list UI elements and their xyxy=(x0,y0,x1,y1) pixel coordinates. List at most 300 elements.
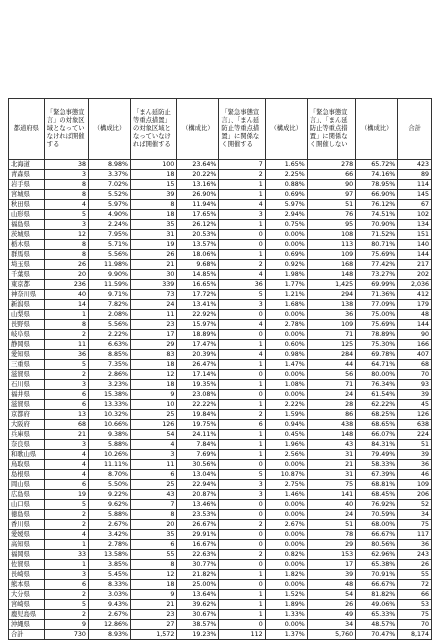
prefecture-cell: 茨城県 xyxy=(9,230,45,240)
table-row xyxy=(9,410,432,420)
count-priority-cell: 35 xyxy=(131,530,177,540)
ratio-priority-cell: 26.47% xyxy=(177,360,219,370)
ratio-not-hold-cell: 84.31% xyxy=(356,440,398,450)
total-cell: 423 xyxy=(398,160,432,170)
ratio-priority-cell: 17.72% xyxy=(177,290,219,300)
count-hold-cell: 3 xyxy=(219,490,265,500)
ratio-priority-cell: 19.35% xyxy=(177,380,219,390)
ratio-priority-cell: 13.46% xyxy=(177,500,219,510)
count-priority-cell: 15 xyxy=(131,180,177,190)
count-hold-cell: 3 xyxy=(219,300,265,310)
count-hold-cell: 5 xyxy=(219,290,265,300)
ratio-priority-cell: 17.65% xyxy=(177,210,219,220)
ratio-hold-cell: 2.78% xyxy=(265,320,307,330)
ratio-emergency-cell: 10.26% xyxy=(88,450,130,460)
count-priority-cell: 4 xyxy=(131,440,177,450)
table-row xyxy=(9,550,432,560)
count-emergency-cell: 8 xyxy=(44,250,88,260)
prefecture-cell: 福島県 xyxy=(9,220,45,230)
count-priority-cell: 11 xyxy=(131,310,177,320)
ratio-priority-cell: 22.92% xyxy=(177,310,219,320)
ratio-priority-cell: 13.04% xyxy=(177,470,219,480)
total-cell: 39 xyxy=(398,450,432,460)
ratio-not-hold-cell: 65.33% xyxy=(356,610,398,620)
count-emergency-cell: 4 xyxy=(44,470,88,480)
table-row xyxy=(9,370,432,380)
count-not-hold-cell: 54 xyxy=(307,590,355,600)
prefecture-cell: 山口県 xyxy=(9,500,45,510)
ratio-hold-cell: 10.87% xyxy=(265,470,307,480)
table-row xyxy=(9,460,432,470)
ratio-priority-cell: 30.67% xyxy=(177,610,219,620)
ratio-not-hold-cell: 74.16% xyxy=(356,170,398,180)
count-hold-cell: 3 xyxy=(219,210,265,220)
count-priority-cell: 10 xyxy=(131,400,177,410)
count-emergency-cell: 8 xyxy=(44,240,88,250)
ratio-priority-cell: 15.97% xyxy=(177,320,219,330)
count-not-hold-cell: 1,425 xyxy=(307,280,355,290)
count-hold-cell: 0 xyxy=(219,310,265,320)
header-ratio-2: （構成比） xyxy=(177,99,219,160)
ratio-priority-cell: 11.94% xyxy=(177,200,219,210)
total-row-prefecture-cell: 合計 xyxy=(9,630,45,640)
ratio-priority-cell: 7.69% xyxy=(177,450,219,460)
count-not-hold-cell: 148 xyxy=(307,430,355,440)
ratio-hold-cell: 1.08% xyxy=(265,380,307,390)
count-hold-cell: 1 xyxy=(219,190,265,200)
prefecture-cell: 長崎県 xyxy=(9,570,45,580)
total-row-count-priority-cell: 1,572 xyxy=(131,630,177,640)
count-not-hold-cell: 39 xyxy=(307,570,355,580)
ratio-emergency-cell: 7.95% xyxy=(88,230,130,240)
total-row-ratio-not-hold-cell: 70.47% xyxy=(356,630,398,640)
count-not-hold-cell: 21 xyxy=(307,460,355,470)
table-row xyxy=(9,210,432,220)
total-row xyxy=(9,630,432,640)
ratio-hold-cell: 1.46% xyxy=(265,490,307,500)
count-priority-cell: 54 xyxy=(131,430,177,440)
table-row xyxy=(9,500,432,510)
ratio-priority-cell: 39.62% xyxy=(177,600,219,610)
ratio-emergency-cell: 5.88% xyxy=(88,510,130,520)
ratio-hold-cell: 2.25% xyxy=(265,170,307,180)
count-emergency-cell: 26 xyxy=(44,260,88,270)
count-hold-cell: 1 xyxy=(219,610,265,620)
count-hold-cell: 0 xyxy=(219,540,265,550)
table-row xyxy=(9,320,432,330)
prefecture-cell: 高知県 xyxy=(9,540,45,550)
total-cell: 93 xyxy=(398,380,432,390)
count-priority-cell: 55 xyxy=(131,550,177,560)
total-cell: 34 xyxy=(398,510,432,520)
table-row xyxy=(9,520,432,530)
prefecture-cell: 京都府 xyxy=(9,410,45,420)
ratio-hold-cell: 0.75% xyxy=(265,220,307,230)
ratio-priority-cell: 7.84% xyxy=(177,440,219,450)
prefecture-cell: 鹿児島県 xyxy=(9,610,45,620)
total-cell: 412 xyxy=(398,290,432,300)
ratio-emergency-cell: 15.38% xyxy=(88,390,130,400)
count-emergency-cell: 5 xyxy=(44,360,88,370)
count-priority-cell: 35 xyxy=(131,220,177,230)
ratio-emergency-cell: 8.70% xyxy=(88,470,130,480)
ratio-not-hold-cell: 75.69% xyxy=(356,320,398,330)
prefecture-cell: 徳島県 xyxy=(9,510,45,520)
ratio-hold-cell: 0.69% xyxy=(265,190,307,200)
ratio-not-hold-cell: 58.33% xyxy=(356,460,398,470)
count-not-hold-cell: 109 xyxy=(307,320,355,330)
count-priority-cell: 24 xyxy=(131,300,177,310)
total-cell: 224 xyxy=(398,430,432,440)
count-hold-cell: 1 xyxy=(219,380,265,390)
ratio-priority-cell: 17.47% xyxy=(177,340,219,350)
count-not-hold-cell: 284 xyxy=(307,350,355,360)
ratio-priority-cell: 20.22% xyxy=(177,170,219,180)
count-not-hold-cell: 28 xyxy=(307,400,355,410)
total-cell: 51 xyxy=(398,440,432,450)
ratio-emergency-cell: 9.43% xyxy=(88,600,130,610)
count-emergency-cell: 8 xyxy=(44,190,88,200)
ratio-priority-cell: 20.39% xyxy=(177,350,219,360)
ratio-emergency-cell: 5.56% xyxy=(88,250,130,260)
count-not-hold-cell: 278 xyxy=(307,160,355,170)
ratio-priority-cell: 17.14% xyxy=(177,370,219,380)
total-cell: 114 xyxy=(398,180,432,190)
table-row xyxy=(9,380,432,390)
count-not-hold-cell: 51 xyxy=(307,200,355,210)
prefecture-cell: 沖縄県 xyxy=(9,620,45,630)
count-priority-cell: 6 xyxy=(131,470,177,480)
prefecture-cell: 石川県 xyxy=(9,380,45,390)
prefecture-cell: 北海道 xyxy=(9,160,45,170)
count-priority-cell: 126 xyxy=(131,420,177,430)
count-not-hold-cell: 26 xyxy=(307,600,355,610)
total-cell: 39 xyxy=(398,390,432,400)
count-not-hold-cell: 66 xyxy=(307,170,355,180)
header-emergency-not-target: 「緊急事態宣言」の対象区域となっていなければ開催する xyxy=(44,99,88,160)
ratio-hold-cell: 1.68% xyxy=(265,300,307,310)
count-priority-cell: 26 xyxy=(131,250,177,260)
count-hold-cell: 1 xyxy=(219,360,265,370)
ratio-priority-cell: 18.89% xyxy=(177,330,219,340)
ratio-emergency-cell: 6.63% xyxy=(88,340,130,350)
count-hold-cell: 2 xyxy=(219,260,265,270)
count-priority-cell: 25 xyxy=(131,410,177,420)
table-row xyxy=(9,190,432,200)
count-priority-cell: 8 xyxy=(131,200,177,210)
ratio-hold-cell: 0.00% xyxy=(265,530,307,540)
count-hold-cell: 4 xyxy=(219,350,265,360)
count-hold-cell: 0 xyxy=(219,370,265,380)
ratio-not-hold-cell: 80.71% xyxy=(356,240,398,250)
count-emergency-cell: 6 xyxy=(44,390,88,400)
prefecture-cell: 埼玉県 xyxy=(9,260,45,270)
ratio-priority-cell: 38.57% xyxy=(177,620,219,630)
count-emergency-cell: 4 xyxy=(44,530,88,540)
count-not-hold-cell: 51 xyxy=(307,520,355,530)
total-cell: 144 xyxy=(398,250,432,260)
table-row xyxy=(9,170,432,180)
table-row xyxy=(9,350,432,360)
ratio-emergency-cell: 7.82% xyxy=(88,300,130,310)
ratio-emergency-cell: 10.32% xyxy=(88,410,130,420)
count-emergency-cell: 11 xyxy=(44,340,88,350)
count-priority-cell: 20 xyxy=(131,520,177,530)
count-priority-cell: 8 xyxy=(131,560,177,570)
count-priority-cell: 19 xyxy=(131,240,177,250)
table-row xyxy=(9,440,432,450)
total-cell: 638 xyxy=(398,420,432,430)
count-hold-cell: 1 xyxy=(219,440,265,450)
total-row-ratio-emergency-cell: 8.93% xyxy=(88,630,130,640)
ratio-priority-cell: 20.53% xyxy=(177,230,219,240)
table-row xyxy=(9,530,432,540)
header-total: 合計 xyxy=(398,99,432,160)
table-row xyxy=(9,480,432,490)
prefecture-cell: 滋賀県 xyxy=(9,400,45,410)
ratio-hold-cell: 0.88% xyxy=(265,180,307,190)
ratio-emergency-cell: 5.56% xyxy=(88,320,130,330)
ratio-not-hold-cell: 73.27% xyxy=(356,270,398,280)
count-hold-cell: 0 xyxy=(219,390,265,400)
count-priority-cell: 83 xyxy=(131,350,177,360)
prefecture-cell: 大分県 xyxy=(9,590,45,600)
ratio-priority-cell: 25.00% xyxy=(177,580,219,590)
count-priority-cell: 9 xyxy=(131,390,177,400)
count-not-hold-cell: 76 xyxy=(307,210,355,220)
count-emergency-cell: 2 xyxy=(44,610,88,620)
count-emergency-cell: 1 xyxy=(44,540,88,550)
total-cell: 134 xyxy=(398,220,432,230)
prefecture-cell: 大阪府 xyxy=(9,420,45,430)
count-priority-cell: 12 xyxy=(131,570,177,580)
count-not-hold-cell: 78 xyxy=(307,530,355,540)
prefecture-cell: 東京都 xyxy=(9,280,45,290)
ratio-hold-cell: 0.00% xyxy=(265,310,307,320)
ratio-not-hold-cell: 68.65% xyxy=(356,420,398,430)
total-cell: 144 xyxy=(398,320,432,330)
count-priority-cell: 29 xyxy=(131,340,177,350)
count-hold-cell: 2 xyxy=(219,550,265,560)
table-container xyxy=(8,98,432,640)
count-priority-cell: 30 xyxy=(131,270,177,280)
count-emergency-cell: 12 xyxy=(44,230,88,240)
ratio-priority-cell: 22.63% xyxy=(177,550,219,560)
ratio-not-hold-cell: 80.56% xyxy=(356,540,398,550)
table-row xyxy=(9,600,432,610)
ratio-hold-cell: 2.56% xyxy=(265,450,307,460)
ratio-not-hold-cell: 76.12% xyxy=(356,200,398,210)
table-row xyxy=(9,450,432,460)
ratio-priority-cell: 26.67% xyxy=(177,520,219,530)
ratio-hold-cell: 5.97% xyxy=(265,200,307,210)
ratio-not-hold-cell: 76.92% xyxy=(356,500,398,510)
total-cell: 55 xyxy=(398,570,432,580)
count-priority-cell: 21 xyxy=(131,260,177,270)
table-row xyxy=(9,510,432,520)
prefecture-cell: 鳥取県 xyxy=(9,460,45,470)
count-hold-cell: 2 xyxy=(219,410,265,420)
count-not-hold-cell: 97 xyxy=(307,190,355,200)
count-hold-cell: 7 xyxy=(219,160,265,170)
prefecture-cell: 群馬県 xyxy=(9,250,45,260)
ratio-not-hold-cell: 68.25% xyxy=(356,410,398,420)
ratio-not-hold-cell: 75.69% xyxy=(356,250,398,260)
table-row xyxy=(9,290,432,300)
prefecture-cell: 宮城県 xyxy=(9,190,45,200)
ratio-not-hold-cell: 78.95% xyxy=(356,180,398,190)
ratio-emergency-cell: 3.23% xyxy=(88,380,130,390)
count-hold-cell: 1 xyxy=(219,570,265,580)
count-priority-cell: 8 xyxy=(131,510,177,520)
prefecture-cell: 兵庫県 xyxy=(9,430,45,440)
table-row xyxy=(9,470,432,480)
count-priority-cell: 12 xyxy=(131,370,177,380)
total-cell: 145 xyxy=(398,190,432,200)
total-cell: 48 xyxy=(398,310,432,320)
count-emergency-cell: 40 xyxy=(44,290,88,300)
count-priority-cell: 21 xyxy=(131,600,177,610)
count-not-hold-cell: 294 xyxy=(307,290,355,300)
ratio-not-hold-cell: 65.38% xyxy=(356,560,398,570)
count-emergency-cell: 1 xyxy=(44,560,88,570)
count-hold-cell: 0 xyxy=(219,560,265,570)
count-hold-cell: 1 xyxy=(219,600,265,610)
ratio-hold-cell: 1.47% xyxy=(265,360,307,370)
table-row xyxy=(9,610,432,620)
ratio-emergency-cell: 2.24% xyxy=(88,220,130,230)
total-cell: 117 xyxy=(398,530,432,540)
ratio-hold-cell: 0.00% xyxy=(265,620,307,630)
count-not-hold-cell: 31 xyxy=(307,470,355,480)
prefecture-cell: 和歌山県 xyxy=(9,450,45,460)
count-not-hold-cell: 71 xyxy=(307,380,355,390)
count-emergency-cell: 2 xyxy=(44,510,88,520)
prefecture-cell: 岡山県 xyxy=(9,480,45,490)
count-emergency-cell: 3 xyxy=(44,440,88,450)
prefecture-cell: 新潟県 xyxy=(9,300,45,310)
count-not-hold-cell: 31 xyxy=(307,450,355,460)
count-hold-cell: 0 xyxy=(219,500,265,510)
count-emergency-cell: 14 xyxy=(44,300,88,310)
count-emergency-cell: 4 xyxy=(44,450,88,460)
count-hold-cell: 0 xyxy=(219,230,265,240)
ratio-emergency-cell: 9.71% xyxy=(88,290,130,300)
total-cell: 151 xyxy=(398,230,432,240)
ratio-hold-cell: 0.00% xyxy=(265,560,307,570)
total-cell: 202 xyxy=(398,270,432,280)
count-hold-cell: 1 xyxy=(219,340,265,350)
count-hold-cell: 1 xyxy=(219,450,265,460)
count-not-hold-cell: 168 xyxy=(307,260,355,270)
count-hold-cell: 5 xyxy=(219,470,265,480)
ratio-hold-cell: 1.82% xyxy=(265,570,307,580)
ratio-not-hold-cell: 75.30% xyxy=(356,340,398,350)
ratio-not-hold-cell: 74.51% xyxy=(356,210,398,220)
total-cell: 53 xyxy=(398,600,432,610)
ratio-not-hold-cell: 81.82% xyxy=(356,590,398,600)
ratio-hold-cell: 0.60% xyxy=(265,340,307,350)
ratio-priority-cell: 23.53% xyxy=(177,510,219,520)
count-priority-cell: 18 xyxy=(131,360,177,370)
count-hold-cell: 4 xyxy=(219,320,265,330)
count-priority-cell: 27 xyxy=(131,620,177,630)
table-row xyxy=(9,260,432,270)
prefecture-cell: 広島県 xyxy=(9,490,45,500)
count-emergency-cell: 33 xyxy=(44,550,88,560)
ratio-not-hold-cell: 71.52% xyxy=(356,230,398,240)
count-priority-cell: 339 xyxy=(131,280,177,290)
table-body xyxy=(9,160,432,640)
ratio-hold-cell: 0.00% xyxy=(265,330,307,340)
prefecture-cell: 愛媛県 xyxy=(9,530,45,540)
count-priority-cell: 6 xyxy=(131,540,177,550)
count-not-hold-cell: 148 xyxy=(307,270,355,280)
table-row xyxy=(9,420,432,430)
table-row xyxy=(9,560,432,570)
ratio-priority-cell: 22.22% xyxy=(177,400,219,410)
count-priority-cell: 18 xyxy=(131,580,177,590)
table-row xyxy=(9,340,432,350)
ratio-hold-cell: 0.00% xyxy=(265,460,307,470)
total-cell: 206 xyxy=(398,490,432,500)
count-priority-cell: 18 xyxy=(131,210,177,220)
count-hold-cell: 3 xyxy=(219,480,265,490)
count-emergency-cell: 6 xyxy=(44,580,88,590)
ratio-not-hold-cell: 66.90% xyxy=(356,190,398,200)
total-cell: 243 xyxy=(398,550,432,560)
ratio-hold-cell: 2.67% xyxy=(265,520,307,530)
table-row xyxy=(9,270,432,280)
count-priority-cell: 17 xyxy=(131,330,177,340)
count-emergency-cell: 5 xyxy=(44,500,88,510)
count-hold-cell: 0 xyxy=(219,580,265,590)
total-cell: 36 xyxy=(398,460,432,470)
ratio-not-hold-cell: 77.42% xyxy=(356,260,398,270)
ratio-emergency-cell: 9.62% xyxy=(88,500,130,510)
ratio-not-hold-cell: 70.91% xyxy=(356,570,398,580)
count-not-hold-cell: 90 xyxy=(307,180,355,190)
total-cell: 46 xyxy=(398,470,432,480)
ratio-emergency-cell: 5.88% xyxy=(88,440,130,450)
ratio-emergency-cell: 2.67% xyxy=(88,520,130,530)
prefecture-cell: 宮崎県 xyxy=(9,600,45,610)
count-not-hold-cell: 138 xyxy=(307,300,355,310)
ratio-emergency-cell: 11.59% xyxy=(88,280,130,290)
count-not-hold-cell: 43 xyxy=(307,440,355,450)
total-cell: 52 xyxy=(398,500,432,510)
ratio-not-hold-cell: 79.49% xyxy=(356,450,398,460)
count-hold-cell: 2 xyxy=(219,520,265,530)
prefecture-cell: 滋賀県 xyxy=(9,370,45,380)
count-not-hold-cell: 29 xyxy=(307,540,355,550)
total-cell: 166 xyxy=(398,340,432,350)
ratio-hold-cell: 1.59% xyxy=(265,410,307,420)
ratio-hold-cell: 1.96% xyxy=(265,440,307,450)
ratio-emergency-cell: 8.98% xyxy=(88,160,130,170)
count-hold-cell: 36 xyxy=(219,280,265,290)
ratio-hold-cell: 0.00% xyxy=(265,540,307,550)
table-row xyxy=(9,430,432,440)
ratio-emergency-cell: 2.67% xyxy=(88,610,130,620)
ratio-not-hold-cell: 77.09% xyxy=(356,300,398,310)
header-not-hold-regardless: 「緊急事態宣言」、「まん延防止等重点措置」に関係なく開催しない xyxy=(307,99,355,160)
ratio-hold-cell: 0.00% xyxy=(265,500,307,510)
ratio-priority-cell: 16.65% xyxy=(177,280,219,290)
count-hold-cell: 0 xyxy=(219,620,265,630)
total-cell: 36 xyxy=(398,540,432,550)
ratio-hold-cell: 0.92% xyxy=(265,260,307,270)
